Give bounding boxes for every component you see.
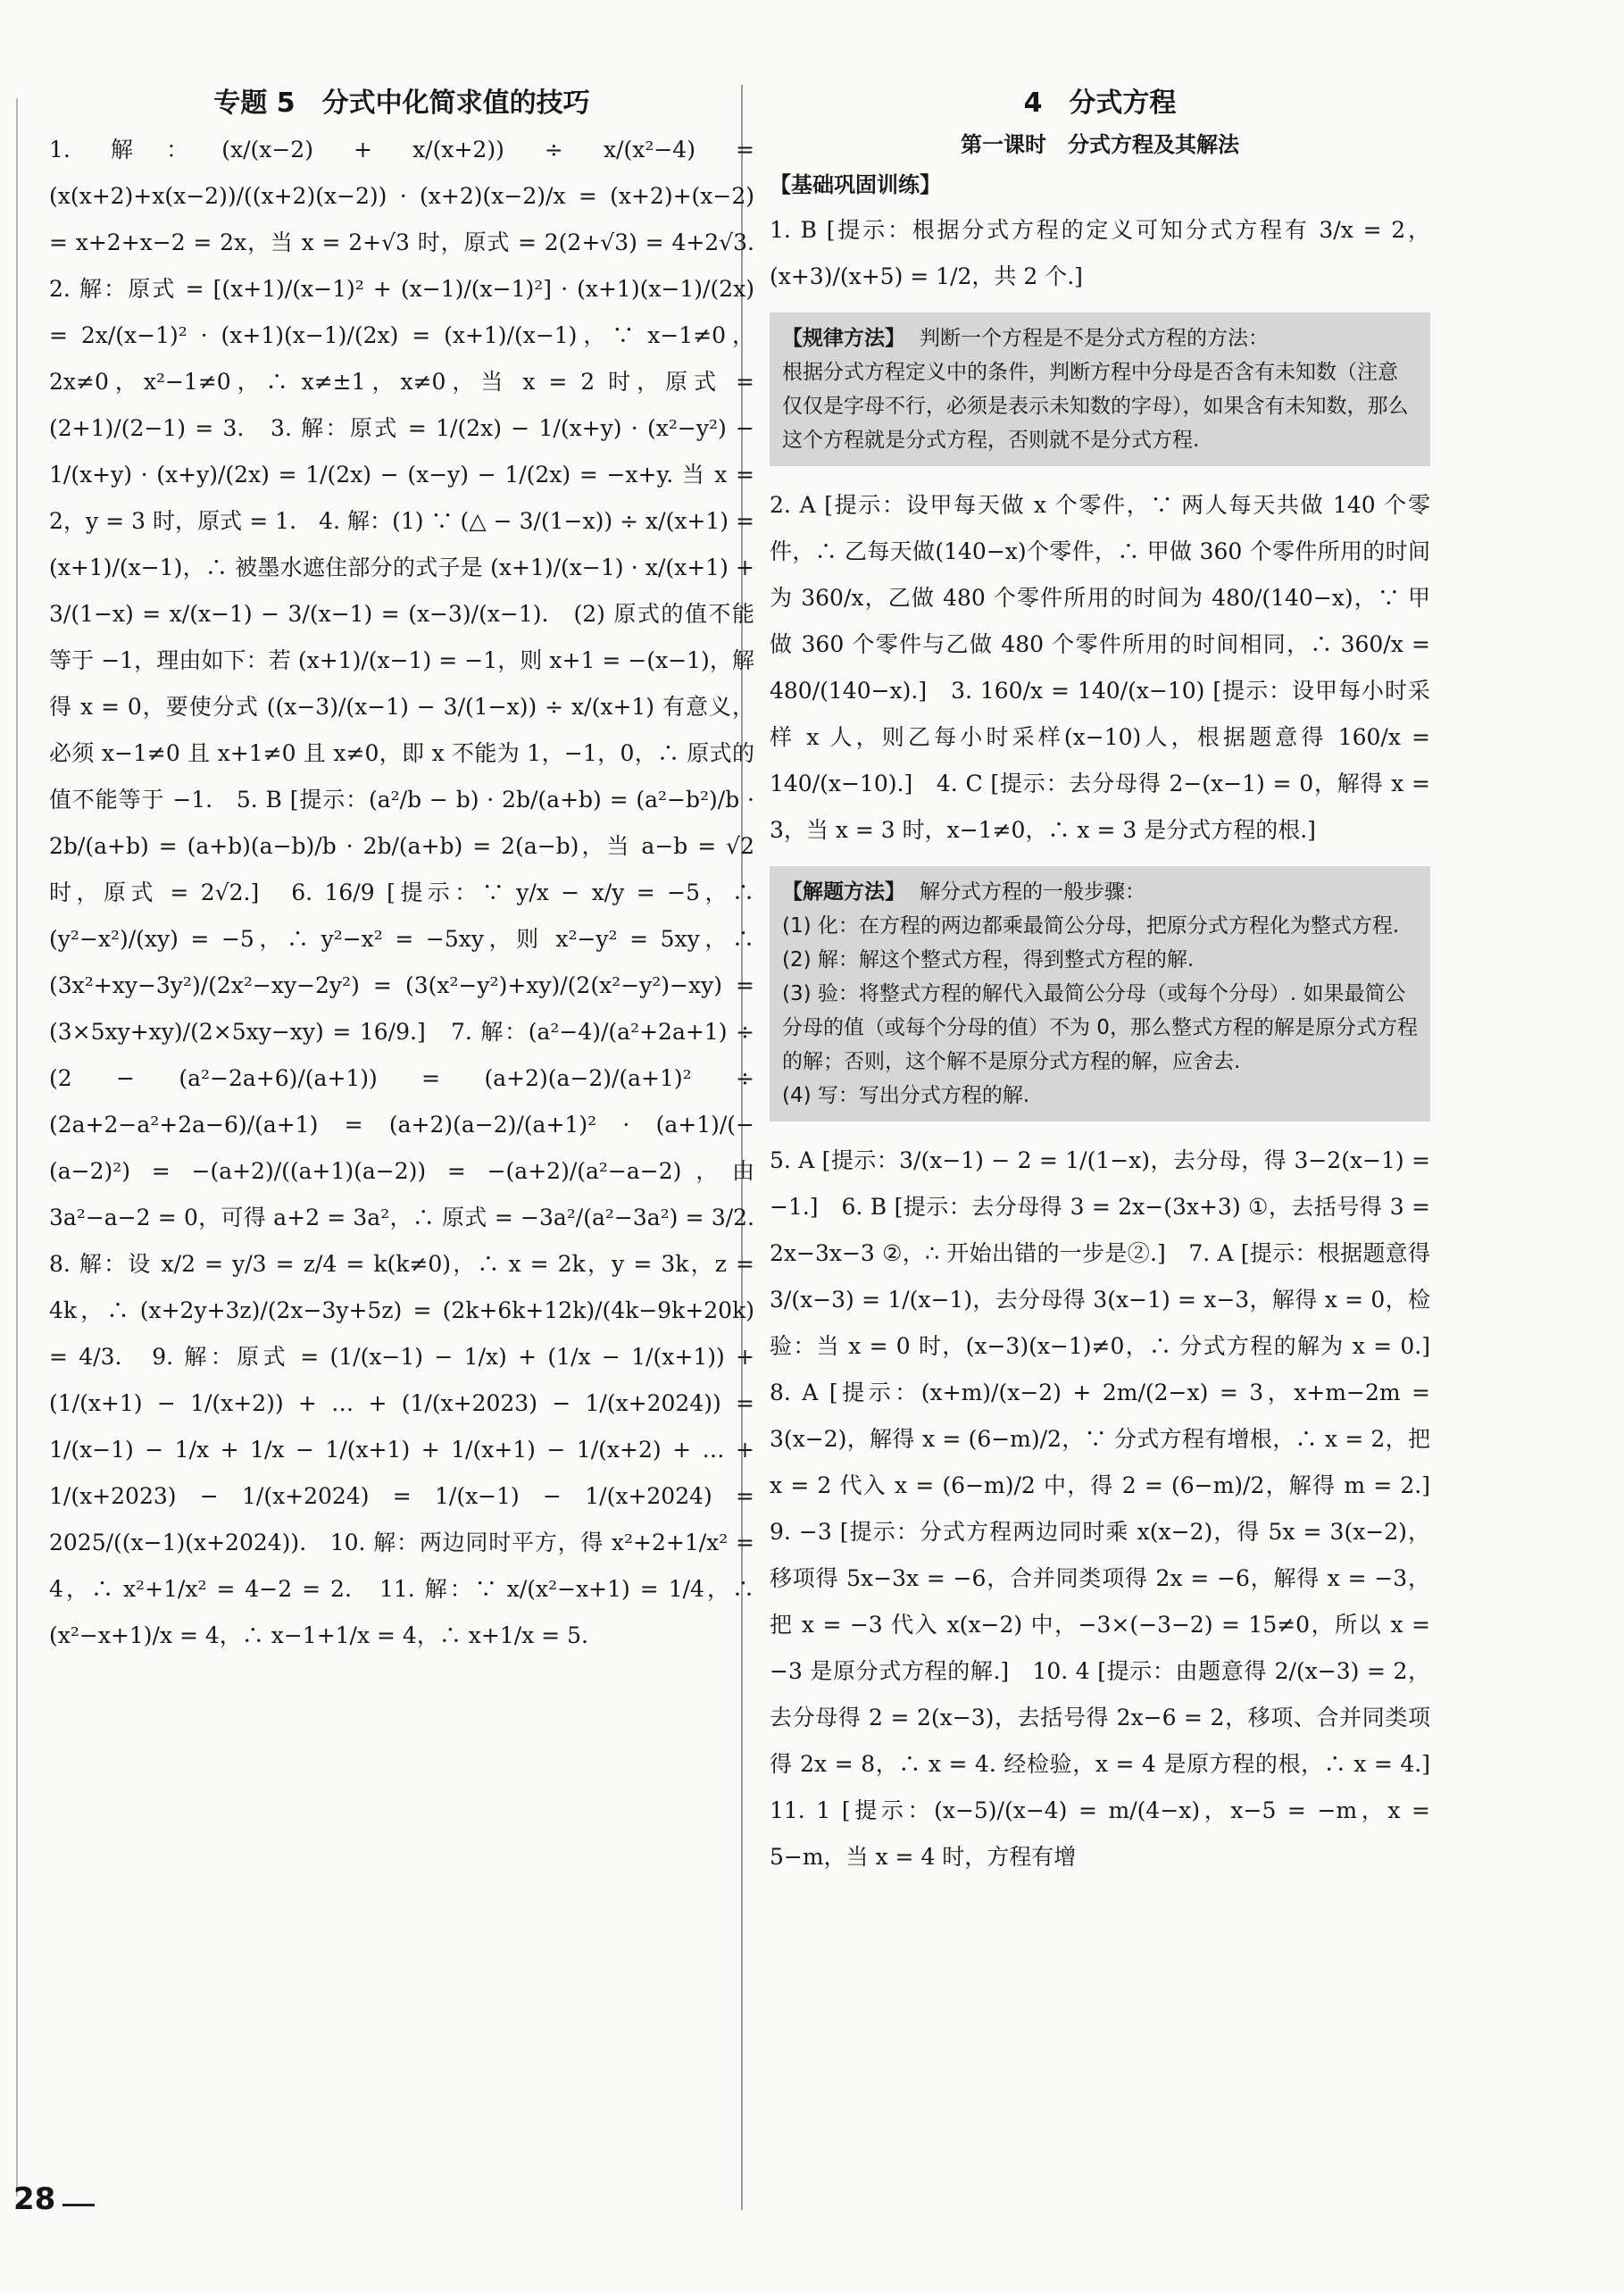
page-edge-line — [16, 98, 18, 2197]
answer-block-2: 2. A [提示：设甲每天做 x 个零件，∵ 两人每天共做 140 个零件，∴ 乙每天做(140−x)个零件，∴ 甲做 360 个零件所用的时间为 360/x，乙做 480 个零件所用的时间为 480/(140−x)，∵ 甲做 360 个零件与乙做 480 个零件所用的时间相同，∴ 360/x = 480/(140−x).] 3. 160/x = 140/(x−10) [提示：设甲每小时采样 x 人，则乙每小时采样(x−10)人，根据题意得 160/x = 140/(x−10).] 4. C [提示：去分母得 2−(x−1) = 0，解得 x = 3，当 x = 3 时，x−1≠0，∴ x = 3 是分式方程的根.] — [770, 492, 1430, 843]
right-column — [770, 80, 1453, 1893]
page-number: 28 — [13, 2181, 56, 2217]
left-answers-text: 1. 解：(x/(x−2) + x/(x+2)) ÷ x/(x²−4) = (x(x+2)+x(x−2))/((x+2)(x−2)) · (x+2)(x−2)/x = (x+2)+(x−2) = x+2+x−2 = 2x，当 x = 2+√3 时，原式 = 2(2+√3) = 4+2√3. 2. 解：原式 = [(x+1)/(x−1)² + (x−1)/(x−1)²] · (x+1)(x−1)/(2x) = 2x/(x−1)² · (x+1)(x−1)/(2x) = (x+1)/(x−1)，∵ x−1≠0，2x≠0，x²−1≠0，∴ x≠±1，x≠0，当 x = 2 时，原式 = (2+1)/(2−1) = 3. 3. 解：原式 = 1/(2x) − 1/(x+y) · (x²−y²) − 1/(x+y) · (x+y)/(2x) = 1/(2x) − (x−y) − 1/(2x) = −x+y. 当 x = 2，y = 3 时，原式 = 1. 4. 解：(1) ∵ (△ − 3/(1−x)) ÷ x/(x+1) = (x+1)/(x−1)，∴ 被墨水遮住部分的式子是 (x+1)/(x−1) · x/(x+1) + 3/(1−x) = x/(x−1) − 3/(x−1) = (x−3)/(x−1). (2) 原式的值不能等于 −1，理由如下：若 (x+1)/(x−1) = −1，则 x+1 = −(x−1)，解得 x = 0，要使分式 ((x−3)/(x−1) − 3/(1−x)) ÷ x/(x+1) 有意义，必须 x−1≠0 且 x+1≠0 且 x≠0，即 x 不能为 1，−1，0，∴ 原式的值不能等于 −1. 5. B [提示：(a²/b − b) · 2b/(a+b) = (a²−b²)/b · 2b/(a+b) = (a+b)(a−b)/b · 2b/(a+b) = 2(a−b)，当 a−b = √2 时，原式 = 2√2.] 6. 16/9 [提示：∵ y/x − x/y = −5，∴ (y²−x²)/(xy) = −5，∴ y²−x² = −5xy，则 x²−y² = 5xy，∴ (3x²+xy−3y²)/(2x²−xy−2y²) = (3(x²−y²)+xy)/(2(x²−y²)−xy) = (3×5xy+xy)/(2×5xy−xy) = 16/9.] 7. 解：(a²−4)/(a²+2a+1) ÷ (2 − (a²−2a+6)/(a+1)) = (a+2)(a−2)/(a+1)² ÷ (2a+2−a²+2a−6)/(a+1) = (a+2)(a−2)/(a+1)² · (a+1)/(−(a−2)²) = −(a+2)/((a+1)(a−2)) = −(a+2)/(a²−a−2)，由 3a²−a−2 = 0，可得 a+2 = 3a²，∴ 原式 = −3a²/(a²−3a²) = 3/2. 8. 解：设 x/2 = y/3 = z/4 = k(k≠0)，∴ x = 2k，y = 3k，z = 4k，∴ (x+2y+3z)/(2x−3y+5z) = (2k+6k+12k)/(4k−9k+20k) = 4/3. 9. 解：原式 = (1/(x−1) − 1/x) + (1/x − 1/(x+1)) + (1/(x+1) − 1/(x+2)) + … + (1/(x+2023) − 1/(x+2024)) = 1/(x−1) − 1/x + 1/x − 1/(x+1) + 1/(x+1) − 1/(x+2) + … + 1/(x+2023) − 1/(x+2024) = 1/(x−1) − 1/(x+2024) = 2025/((x−1)(x+2024)). 10. 解：两边同时平方，得 x²+2+1/x² = 4，∴ x²+1/x² = 4−2 = 2. 11. 解：∵ x/(x²−x+1) = 1/4，∴ (x²−x+1)/x = 4，∴ x−1+1/x = 4，∴ x+1/x = 5. — [49, 137, 778, 1648]
page-number-dash — [62, 2204, 95, 2206]
solving-step-3: (3) 验：将整式方程的解代入最简公分母（或每个分母）. 如果最简公分母的值（或每个分母的值）不为 0，那么整式方程的解是原分式方程的解；否则，这个解不是原分式方程的解，应舍去. — [782, 982, 1418, 1073]
practice-section-label: 【基础巩固训练】 — [770, 172, 941, 197]
lesson-subtitle: 第一课时 分式方程及其解法 — [961, 132, 1239, 157]
rule-method-box — [770, 313, 1430, 466]
answer-block-1: 1. B [提示：根据分式方程的定义可知分式方程有 3/x = 2，(x+3)/(x+5) = 1/2，共 2 个.] — [770, 217, 1430, 289]
solving-method-header — [782, 875, 1418, 909]
answer-block-3: 5. A [提示：3/(x−1) − 2 = 1/(1−x)，去分母，得 3−2(x−1) = −1.] 6. B [提示：去分母得 3 = 2x−(3x+3) ①，去括号得 3 = 2x−3x−3 ②，∴ 开始出错的一步是②.] 7. A [提示：根据题意得 3/(x−3) = 1/(x−1)，去分母得 3(x−1) = x−3，解得 x = 0，检验：当 x = 0 时，(x−3)(x−1)≠0，∴ 分式方程的解为 x = 0.] 8. A [提示：(x+m)/(x−2) + 2m/(2−x) = 3，x+m−2m = 3(x−2)，解得 x = (6−m)/2，∵ 分式方程有增根，∴ x = 2，把 x = 2 代入 x = (6−m)/2 中，得 2 = (6−m)/2，解得 m = 2.] 9. −3 [提示：分式方程两边同时乘 x(x−2)，得 5x = 3(x−2)，移项得 5x−3x = −6，合并同类项得 2x = −6，解得 x = −3，把 x = −3 代入 x(x−2) 中，−3×(−3−2) = 15≠0，所以 x = −3 是原分式方程的解.] 10. 4 [提示：由题意得 2/(x−3) = 2，去分母得 2 = 2(x−3)，去括号得 2x−6 = 2，移项、合并同类项得 2x = 8，∴ x = 4. 经检验，x = 4 是原方程的根，∴ x = 4.] 11. 1 [提示：(x−5)/(x−4) = m/(4−x)，x−5 = −m，x = 5−m，当 x = 4 时，方程有增 — [770, 1147, 1453, 1870]
solving-method-head: 解分式方程的一般步骤： — [920, 880, 1145, 904]
solving-step-4: (4) 写：写出分式方程的解. — [782, 1084, 1030, 1107]
rule-method-tag: 【规律方法】 — [782, 327, 905, 350]
right-section-title: 4 分式方程 — [1023, 88, 1177, 119]
rule-method-head: 判断一个方程是不是分式方程的方法： — [920, 327, 1269, 350]
left-column — [49, 80, 778, 1672]
solving-method-tag: 【解题方法】 — [782, 880, 905, 904]
rule-method-line: 根据分式方程定义中的条件，判断方程中分母是否含有未知数（注意仅仅是字母不行，必须是表示未知数的字母），如果含有未知数，那么这个方程就是分式方程，否则就不是分式方程. — [782, 361, 1409, 452]
left-section-title: 专题 5 分式中化简求值的技巧 — [213, 88, 590, 119]
rule-method-header — [782, 321, 1418, 355]
solving-step-2: (2) 解：解这个整式方程，得到整式方程的解. — [782, 948, 1195, 971]
solving-method-box — [770, 866, 1430, 1121]
solving-step-1: (1) 化：在方程的两边都乘最简公分母，把原分式方程化为整式方程. — [782, 914, 1400, 938]
